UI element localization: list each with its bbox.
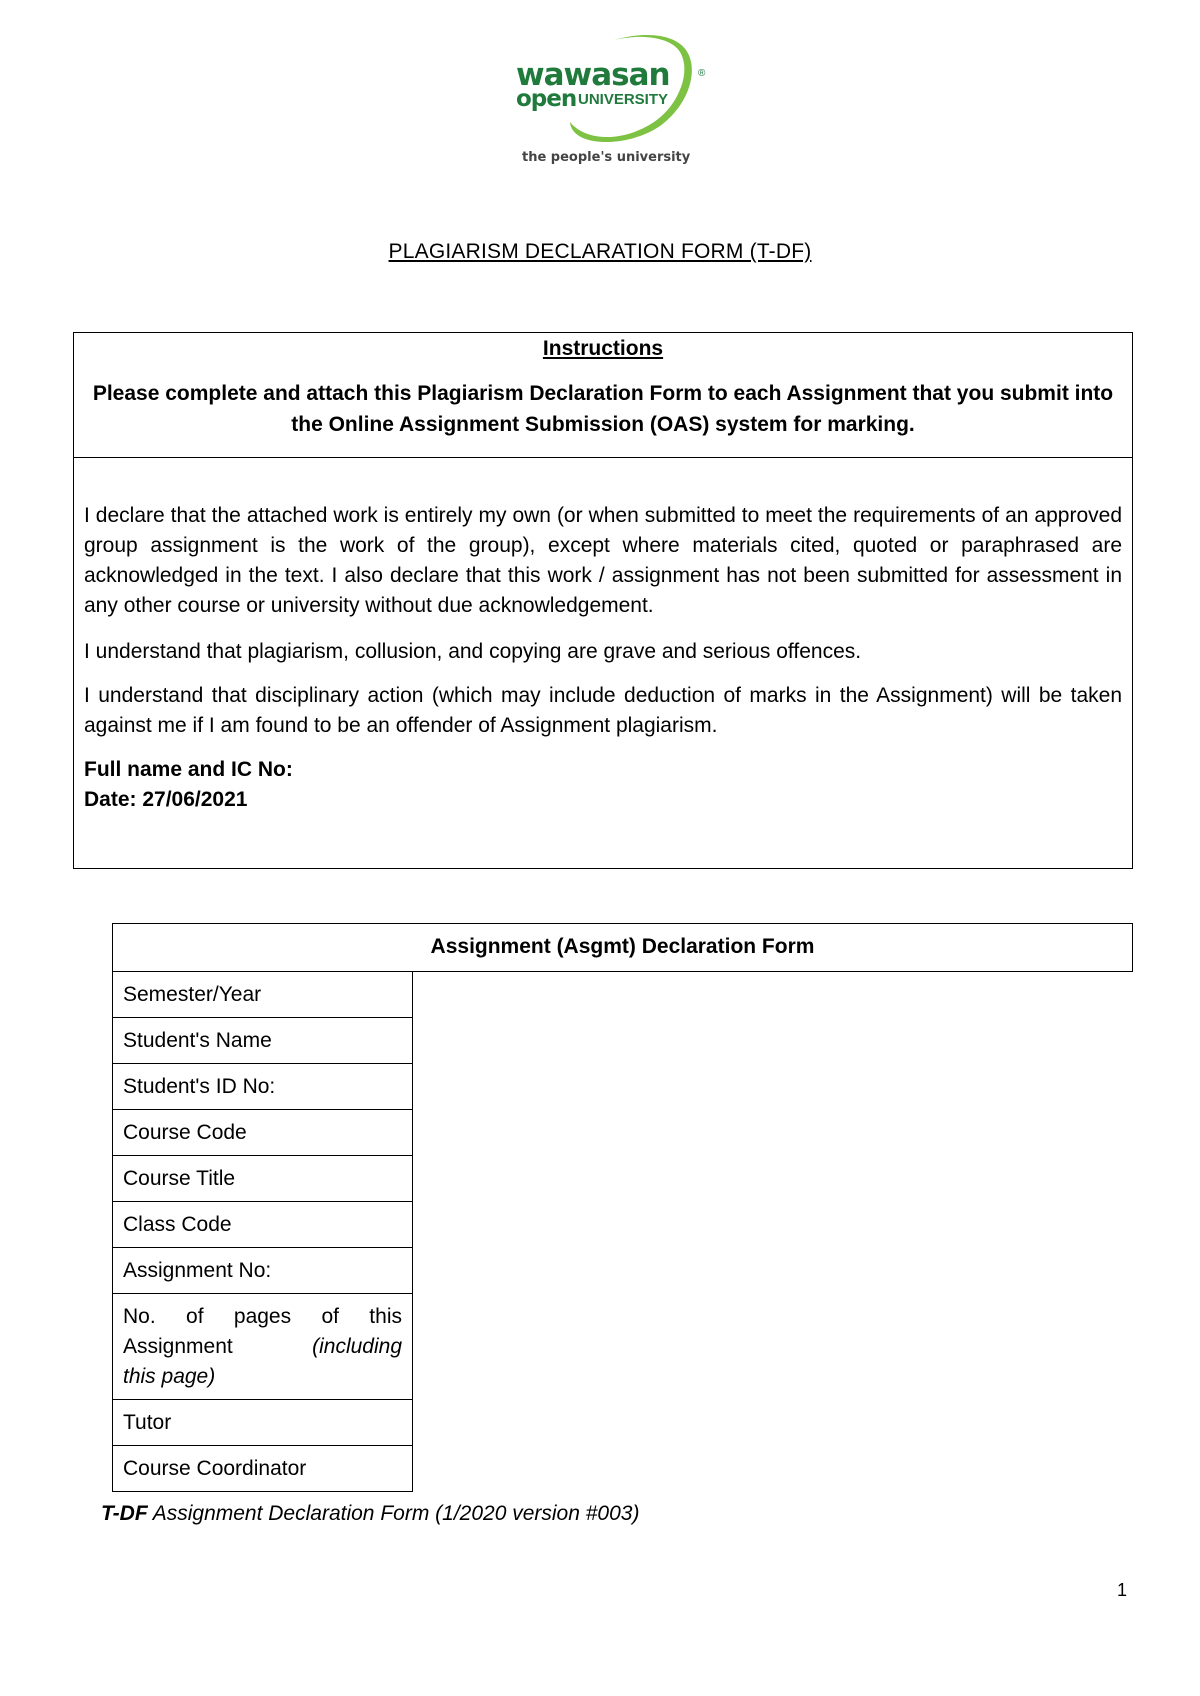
declaration-section (74, 501, 1132, 815)
field-label-assignment-no: Assignment No: (113, 1248, 413, 1294)
form-version-text: Assignment Declaration Form (1/2020 version #003) (152, 1502, 640, 1525)
declaration-paragraph-2: I understand that plagiarism, collusion, and copying are grave and serious offences. (84, 640, 862, 663)
instructions-text: Please complete and attach this Plagiarism Declaration Form to each Assignment that you submit into the Online Assignment Submission (OAS) system for marking. (92, 382, 1114, 436)
field-label-student-name: Student's Name (113, 1018, 413, 1064)
instructions-section (74, 334, 1132, 458)
logo-wordmark-open: open (516, 86, 577, 112)
table-row (113, 1018, 413, 1064)
field-label-class-code: Class Code (113, 1202, 413, 1248)
table-row (113, 972, 413, 1018)
form-version-footer (101, 1502, 639, 1526)
form-code: T-DF (101, 1502, 148, 1525)
page-title: PLAGIARISM DECLARATION FORM (T-DF) (388, 240, 812, 263)
declaration-box (73, 332, 1133, 869)
field-label-tutor: Tutor (113, 1400, 413, 1446)
field-label-page-count (113, 1294, 413, 1400)
table-row (113, 1400, 413, 1446)
university-logo (510, 30, 725, 170)
field-label-student-id: Student's ID No: (113, 1064, 413, 1110)
field-label-course-code: Course Code (113, 1110, 413, 1156)
page-count-note-a: (including (312, 1334, 402, 1358)
table-row (113, 1446, 413, 1492)
declaration-paragraph-1: I declare that the attached work is entirely my own (or when submitted to meet the requirements of an approved group assignment is the work of the group), except where materials cited, quoted or paraphrased are acknowledged in the text. I also declare that this work / assignment has not been submitted for assessment in any other course or university without due acknowledgement. (84, 504, 1122, 617)
table-row (113, 1156, 413, 1202)
table-row (113, 1294, 413, 1400)
field-label-course-coordinator: Course Coordinator (113, 1446, 413, 1492)
logo-wordmark-university: UNIVERSITY (578, 91, 669, 108)
logo-wordmark-wawasan: wawasan (516, 57, 670, 93)
full-name-label: Full name and IC No: (84, 758, 293, 781)
instructions-heading: Instructions (542, 337, 664, 360)
declaration-paragraph-3: I understand that disciplinary action (which may include deduction of marks in the Assignment) will be taken against me if I am found to be an offender of Assignment plagiarism. (84, 684, 1122, 737)
field-label-semester: Semester/Year (113, 972, 413, 1018)
registered-mark: ® (698, 68, 706, 79)
assignment-fields-table (112, 971, 413, 1492)
assignment-form-heading: Assignment (Asgmt) Declaration Form (112, 923, 1133, 972)
page-count-note-b: this page) (123, 1364, 216, 1388)
date-label: Date: 27/06/2021 (84, 788, 248, 811)
logo-tagline: the people's university (522, 150, 691, 165)
page-count-label-text: No. of pages of this Assignment (123, 1304, 402, 1358)
field-label-course-title: Course Title (113, 1156, 413, 1202)
table-row (113, 1110, 413, 1156)
table-row (113, 1202, 413, 1248)
table-row (113, 1248, 413, 1294)
page-number: 1 (1117, 1580, 1128, 1600)
table-row (113, 1064, 413, 1110)
